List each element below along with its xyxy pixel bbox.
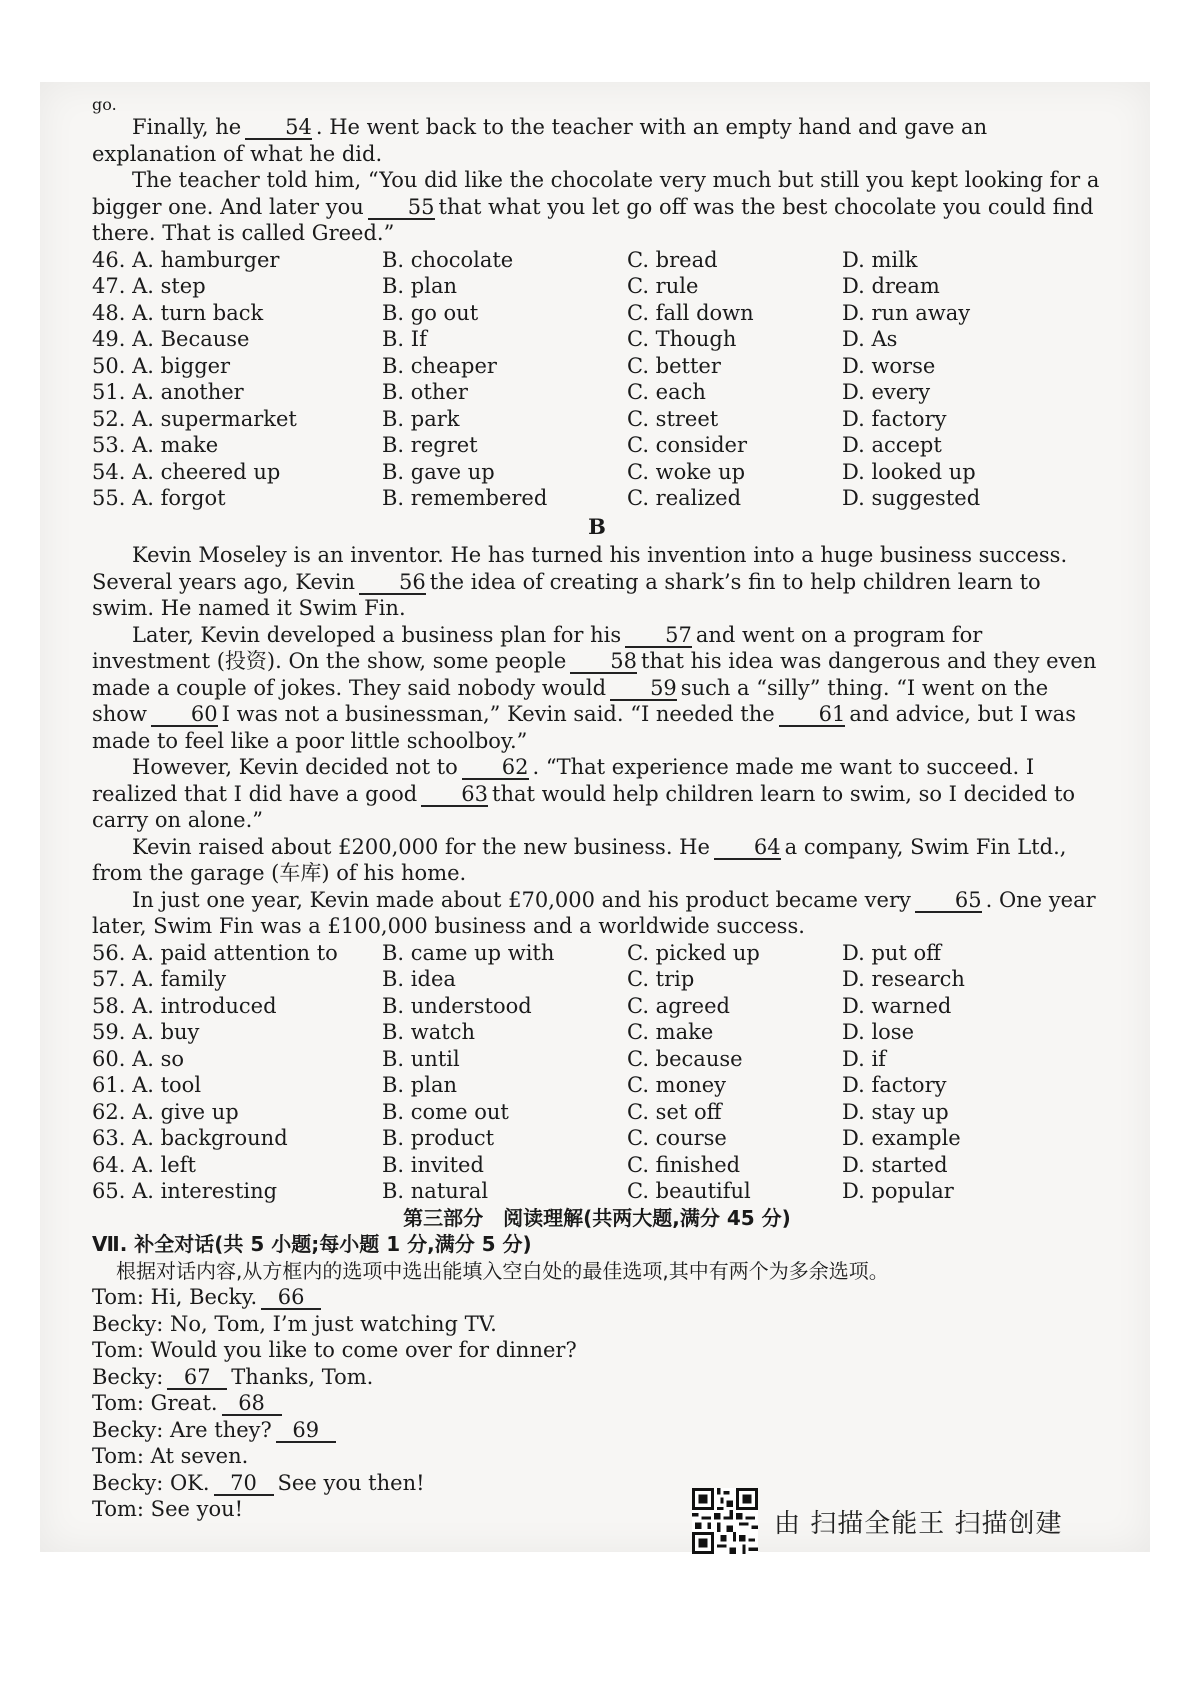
option-b: B. If — [382, 327, 427, 351]
option-b: B. plan — [382, 274, 457, 298]
option-d: D. popular — [842, 1179, 954, 1203]
option-c: C. trip — [627, 967, 695, 991]
blank-66: 66 — [261, 1286, 321, 1310]
passage-b-paragraph-3 — [92, 754, 1102, 834]
option-b: B. chocolate — [382, 247, 514, 272]
option-c: C. make — [627, 1020, 714, 1044]
text: The teacher told him, “You did like the chocolate very much but still you kept looking for a bigger one. And later you — [92, 168, 1100, 219]
text: . He went back to the teacher with an empty hand and gave an explanation of what he did. — [92, 115, 988, 166]
dialogue-text: Becky: Are they? — [92, 1417, 272, 1442]
option-row — [92, 1099, 1102, 1126]
section-7-instruction: 根据对话内容,从方框内的选项中选出能填入空白处的最佳选项,其中有两个为多余选项。 — [116, 1258, 889, 1283]
option-c: C. Though — [627, 327, 737, 351]
option-row — [92, 993, 1102, 1020]
option-d: D. suggested — [842, 486, 981, 510]
option-a: 53. A. make — [92, 433, 219, 457]
option-c: C. beautiful — [627, 1179, 751, 1203]
options-table-b — [92, 940, 1102, 1205]
option-c: C. course — [627, 1126, 727, 1150]
dialogue-text: See you then! — [277, 1470, 425, 1495]
text: a company, Swim Fin Ltd., from the garage (车库) of his home. — [92, 834, 1067, 885]
option-row — [92, 1019, 1102, 1046]
option-row — [92, 379, 1102, 406]
option-a: 56. A. paid attention to — [92, 940, 338, 965]
option-row — [92, 1072, 1102, 1099]
blank-60: 60 — [151, 703, 218, 727]
option-row — [92, 1178, 1102, 1205]
blank-58: 58 — [570, 650, 637, 674]
option-a: 60. A. so — [92, 1046, 185, 1071]
dialogue-text: Tom: Would you like to come over for dinner? — [92, 1338, 577, 1362]
dialogue-text: Becky: OK. — [92, 1470, 210, 1495]
option-d: D. if — [842, 1046, 886, 1071]
blank-54: 54 — [245, 116, 312, 140]
option-row — [92, 459, 1102, 486]
option-d: D. started — [842, 1152, 948, 1177]
dialogue-line — [92, 1311, 1102, 1338]
option-a: 50. A. bigger — [92, 353, 231, 378]
option-row — [92, 406, 1102, 433]
text: and went on a program for investment (投资). On the show, some people — [92, 622, 983, 673]
text: However, Kevin decided not to — [132, 755, 458, 779]
text: Later, Kevin developed a business plan for his — [132, 622, 622, 647]
blank-61: 61 — [779, 703, 846, 727]
option-b: B. go out — [382, 300, 479, 325]
dialogue-text: Tom: At seven. — [92, 1444, 249, 1468]
exam-content — [92, 96, 1102, 1523]
blank-64: 64 — [714, 836, 781, 860]
dialogue-line — [92, 1417, 1102, 1444]
option-c: C. fall down — [627, 300, 754, 325]
option-b: B. until — [382, 1046, 460, 1071]
text: the idea of creating a shark’s fin to help children learn to swim. He named it Swim Fin. — [92, 569, 1041, 620]
option-a: 57. A. family — [92, 967, 227, 991]
section-7-title: Ⅶ. 补全对话(共 5 小题;每小题 1 分,满分 5 分) — [92, 1232, 532, 1256]
text: that his idea was dangerous and they even made a couple of jokes. They said nobody would — [92, 649, 1097, 700]
text: and advice, but I was made to feel like a poor little schoolboy.” — [92, 702, 1076, 753]
option-a: 47. A. step — [92, 274, 206, 298]
option-c: C. set off — [627, 1099, 722, 1124]
option-b: B. product — [382, 1126, 495, 1150]
blank-57: 57 — [625, 624, 692, 648]
option-d: D. looked up — [842, 459, 976, 484]
scanner-credit-text: 由 扫描全能王 扫描创建 — [774, 1508, 1063, 1539]
option-row — [92, 326, 1102, 353]
blank-56: 56 — [359, 571, 426, 595]
option-c: C. agreed — [627, 993, 730, 1018]
option-row — [92, 432, 1102, 459]
option-row — [92, 485, 1102, 512]
option-c: C. woke up — [627, 459, 746, 484]
text: Kevin Moseley is an inventor. He has turned his invention into a huge business success. Several years ago, Kevin — [92, 543, 1068, 594]
option-c: C. each — [627, 380, 706, 404]
passage-a-paragraph-1 — [92, 114, 1102, 167]
blank-62: 62 — [462, 756, 529, 780]
blank-63: 63 — [421, 783, 488, 807]
option-d: D. factory — [842, 1073, 947, 1097]
passage-b-paragraph-2 — [92, 622, 1102, 755]
option-a: 51. A. another — [92, 380, 244, 404]
passage-b-paragraph-1 — [92, 542, 1102, 622]
option-c: C. money — [627, 1073, 727, 1097]
option-a: 59. A. buy — [92, 1020, 200, 1044]
dialogue-text: Thanks, Tom. — [231, 1364, 374, 1389]
dialogue-line — [92, 1443, 1102, 1470]
option-d: D. put off — [842, 940, 942, 965]
text: In just one year, Kevin made about £70,000 and his product became very — [132, 887, 911, 912]
dialogue-line — [92, 1337, 1102, 1364]
option-a: 55. A. forgot — [92, 486, 226, 510]
option-b: B. remembered — [382, 486, 548, 510]
option-a: 63. A. background — [92, 1126, 288, 1150]
option-b: B. came up with — [382, 940, 555, 965]
option-d: D. warned — [842, 993, 952, 1018]
option-d: D. factory — [842, 406, 947, 431]
option-b: B. watch — [382, 1020, 476, 1044]
option-a: 54. A. cheered up — [92, 459, 281, 484]
qr-code-icon — [692, 1488, 758, 1554]
dialogue-text: Becky: — [92, 1364, 164, 1389]
blank-70: 70 — [214, 1472, 274, 1496]
option-c: C. street — [627, 406, 719, 431]
option-c: C. rule — [627, 274, 699, 298]
option-d: D. lose — [842, 1020, 915, 1044]
option-row — [92, 1125, 1102, 1152]
option-c: C. consider — [627, 433, 748, 457]
text: such a “silly” thing. “I went on the show — [92, 675, 1049, 726]
option-a: 49. A. Because — [92, 327, 250, 351]
option-d: D. As — [842, 327, 898, 351]
option-c: C. picked up — [627, 940, 760, 965]
blank-69: 69 — [276, 1419, 336, 1443]
dialogue-text: Tom: Great. — [92, 1391, 218, 1415]
dialogue-text: Becky: No, Tom, I’m just watching TV. — [92, 1311, 497, 1336]
option-b: B. idea — [382, 967, 456, 991]
option-c: C. bread — [627, 247, 718, 272]
option-a: 58. A. introduced — [92, 993, 277, 1018]
option-row — [92, 247, 1102, 274]
option-b: B. other — [382, 380, 468, 404]
option-row — [92, 300, 1102, 327]
text: Finally, he — [132, 115, 242, 139]
option-c: C. realized — [627, 486, 742, 510]
fragment-text: go. — [92, 95, 117, 114]
option-b: B. invited — [382, 1152, 484, 1177]
dialogue-text: Tom: See you! — [92, 1497, 244, 1521]
text: Kevin raised about £200,000 for the new business. He — [132, 834, 710, 859]
option-d: D. stay up — [842, 1099, 949, 1124]
option-d: D. accept — [842, 433, 942, 457]
option-d: D. run away — [842, 300, 971, 325]
option-a: 64. A. left — [92, 1152, 196, 1177]
option-d: D. milk — [842, 247, 918, 272]
options-table-a — [92, 247, 1102, 512]
option-a: 61. A. tool — [92, 1073, 202, 1097]
dialogue-line — [92, 1364, 1102, 1391]
passage-a-paragraph-2 — [92, 167, 1102, 247]
option-b: B. understood — [382, 993, 532, 1018]
dialogue-line — [92, 1284, 1102, 1311]
option-b: B. plan — [382, 1073, 457, 1097]
option-a: 48. A. turn back — [92, 300, 264, 325]
passage-b-paragraph-4 — [92, 834, 1102, 887]
option-d: D. research — [842, 967, 965, 991]
dialogue-line — [92, 1390, 1102, 1417]
option-d: D. worse — [842, 353, 936, 378]
option-row — [92, 353, 1102, 380]
option-a: 65. A. interesting — [92, 1179, 278, 1203]
section-b-title: B — [588, 513, 606, 539]
blank-55: 55 — [368, 196, 435, 220]
option-c: C. finished — [627, 1152, 741, 1177]
scanner-watermark — [692, 1486, 1172, 1556]
dialogue-text: Tom: Hi, Becky. — [92, 1285, 258, 1309]
option-b: B. come out — [382, 1099, 509, 1124]
text: . “That experience made me want to succeed. I realized that I did have a good — [92, 755, 1035, 806]
text: . One year later, Swim Fin was a £100,000 business and a worldwide success. — [92, 887, 1096, 938]
option-b: B. regret — [382, 433, 478, 457]
option-c: C. because — [627, 1046, 743, 1071]
passage-b-paragraph-5 — [92, 887, 1102, 940]
option-b: B. natural — [382, 1179, 489, 1203]
part-3-title: 第三部分 阅读理解(共两大题,满分 45 分) — [403, 1205, 791, 1230]
text: I was not a businessman,” Kevin said. “I needed the — [221, 702, 775, 726]
option-d: D. every — [842, 380, 931, 404]
text: that what you let go off was the best chocolate you could find there. That is called Greed.” — [92, 194, 1094, 245]
option-b: B. cheaper — [382, 353, 497, 378]
option-row — [92, 273, 1102, 300]
option-row — [92, 940, 1102, 967]
option-b: B. gave up — [382, 459, 495, 484]
blank-65: 65 — [915, 889, 982, 913]
option-a: 62. A. give up — [92, 1099, 239, 1124]
option-a: 46. A. hamburger — [92, 247, 280, 272]
blank-67: 67 — [167, 1366, 227, 1390]
text: that would help children learn to swim, so I decided to carry on alone.” — [92, 781, 1076, 832]
blank-59: 59 — [610, 677, 677, 701]
option-d: D. dream — [842, 274, 940, 298]
option-row — [92, 966, 1102, 993]
option-b: B. park — [382, 406, 460, 431]
option-d: D. example — [842, 1126, 961, 1150]
option-c: C. better — [627, 353, 721, 378]
blank-68: 68 — [222, 1392, 282, 1416]
option-row — [92, 1046, 1102, 1073]
option-a: 52. A. supermarket — [92, 406, 297, 431]
option-row — [92, 1152, 1102, 1179]
